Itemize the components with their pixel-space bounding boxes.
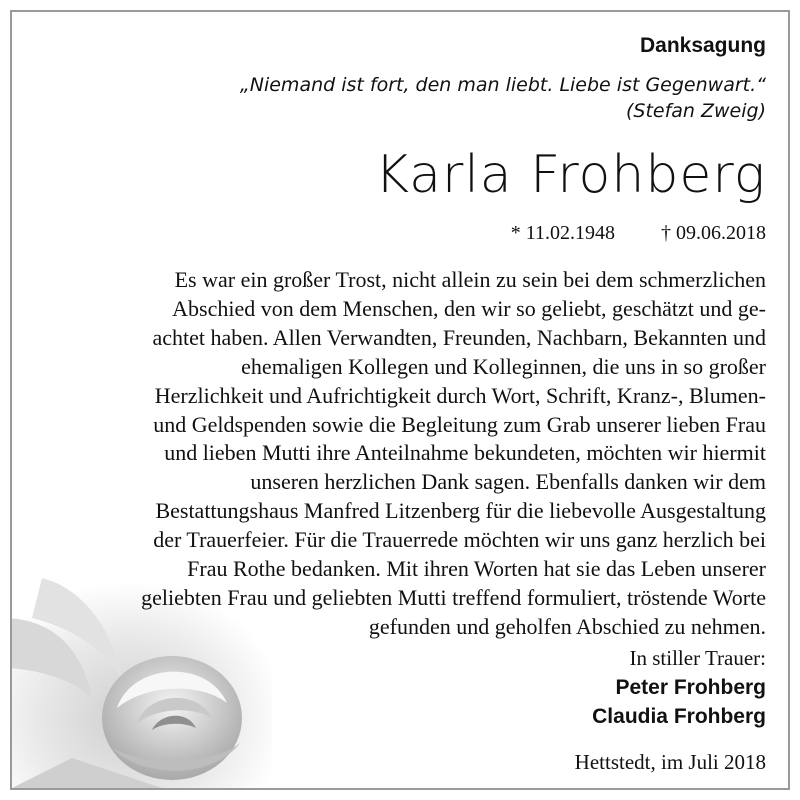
heading: Danksagung (639, 34, 766, 57)
body-line: gefunden und geholfen Abschied zu nehmen. (368, 613, 766, 639)
body-line: Bestattungshaus Manfred Litzenberg für die liebevolle Ausgestaltung (155, 498, 766, 524)
body-line: Abschied von dem Menschen, den wir so geliebt, geschätzt und ge- (172, 295, 766, 321)
life-dates (511, 222, 766, 245)
body-line: der Trauerfeier. Für die Trauerrede möchten wir uns ganz herzlich bei (153, 527, 766, 553)
body-line: geliebten Frau und geliebten Mutti treffend formuliert, tröstende Worte (141, 584, 766, 610)
signature-block (592, 644, 766, 731)
closing-intro: In stiller Trauer: (629, 646, 766, 670)
quote-block (240, 72, 766, 124)
quote-text: „Niemand ist fort, den man liebt. Liebe ist Gegenwart.“ (239, 74, 766, 96)
body-line: und lieben Mutti ihre Anteilnahme bekundeten, möchten wir hiermit (164, 440, 766, 466)
thanks-text (141, 266, 766, 642)
birth-date: * 11.02.1948 (510, 222, 615, 244)
body-line: achtet haben. Allen Verwandten, Freunden, Nachbarn, Bekannten und (152, 324, 766, 350)
body-line: Herzlichkeit und Aufrichtigkeit durch Wort, Schrift, Kranz-, Blumen- (154, 382, 766, 408)
place-date: Hettstedt, im Juli 2018 (574, 750, 766, 774)
mourner-name: Claudia Frohberg (592, 705, 766, 728)
body-line: Es war ein großer Trost, nicht allein zu sein bei dem schmerzlichen (174, 267, 766, 292)
body-line: unseren herzlichen Dank sagen. Ebenfalls danken wir dem (250, 469, 766, 495)
quote-author: (Stefan Zweig) (625, 100, 766, 122)
death-date: † 09.06.2018 (661, 222, 766, 244)
body-line: Frau Rothe bedanken. Mit ihren Worten hat sie das Leben unserer (187, 556, 766, 582)
deceased-name: Karla Frohberg (374, 145, 766, 205)
body-line: ehemaligen Kollegen und Kolleginnen, die uns in so großer (241, 353, 766, 379)
body-line: und Geldspenden sowie die Begleitung zum Grab unserer lieben Frau (153, 411, 766, 437)
mourner-name: Peter Frohberg (615, 676, 766, 699)
obituary-card (10, 10, 790, 790)
